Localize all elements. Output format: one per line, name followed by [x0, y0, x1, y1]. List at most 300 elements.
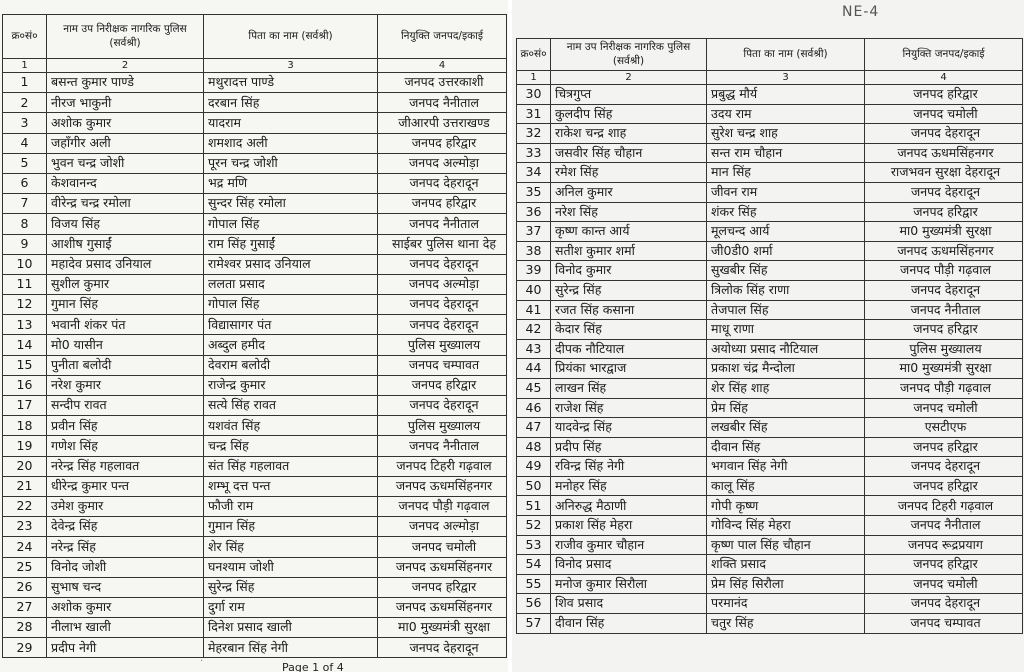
father-name-cell: दीवान सिंह	[707, 437, 865, 457]
posting-cell: जनपद देहरादून	[865, 124, 1023, 144]
father-name-cell: संत सिंह गहलावत	[204, 456, 378, 476]
sno-cell: 56	[517, 594, 551, 614]
col-header-sno: क्र०सं०	[517, 39, 551, 71]
table-row	[517, 594, 1023, 614]
right-page	[512, 0, 1024, 672]
sno-cell: 3	[3, 113, 47, 133]
father-name-cell: दुर्गा राम	[204, 597, 378, 617]
name-cell: कुलदीप सिंह	[551, 104, 707, 124]
table-row	[517, 398, 1023, 418]
posting-cell: जनपद ऊधमसिंहनगर	[865, 241, 1023, 261]
table-row	[517, 241, 1023, 261]
father-name-cell: शेर सिंह शाह	[707, 378, 865, 398]
sno-cell: 47	[517, 418, 551, 438]
sno-cell: 7	[3, 194, 47, 214]
table-row	[517, 496, 1023, 516]
father-name-cell: दिनेश प्रसाद खाली	[204, 618, 378, 638]
table-row	[517, 476, 1023, 496]
name-cell: राजीव कुमार चौहान	[551, 535, 707, 555]
name-cell: केदार सिंह	[551, 320, 707, 340]
sno-cell: 25	[3, 557, 47, 577]
table-row	[3, 194, 507, 214]
father-name-cell: गोपाल सिंह	[204, 295, 378, 315]
father-name-cell: घनश्याम जोशी	[204, 557, 378, 577]
father-name-cell: सुरेश चन्द्र शाह	[707, 124, 865, 144]
table-row	[517, 378, 1023, 398]
posting-cell: पुलिस मुख्यालय	[378, 416, 507, 436]
table-row	[517, 339, 1023, 359]
name-cell: सतीश कुमार शर्मा	[551, 241, 707, 261]
table-row	[517, 614, 1023, 634]
column-number-row	[3, 59, 507, 73]
sno-cell: 41	[517, 300, 551, 320]
name-cell: रजत सिंह कसाना	[551, 300, 707, 320]
posting-cell: जनपद देहरादून	[378, 396, 507, 416]
posting-cell: जनपद टिहरी गढ़वाल	[378, 456, 507, 476]
table-row	[3, 416, 507, 436]
sno-cell: 6	[3, 173, 47, 193]
sno-cell: 15	[3, 355, 47, 375]
name-cell: लाखन सिंह	[551, 378, 707, 398]
posting-cell: जनपद अल्मोड़ा	[378, 274, 507, 294]
posting-cell: जनपद टिहरी गढ़वाल	[865, 496, 1023, 516]
name-cell: बसन्त कुमार पाण्डे	[47, 73, 204, 93]
name-cell: नरेश सिंह	[551, 202, 707, 222]
posting-cell: जनपद उत्तरकाशी	[378, 73, 507, 93]
father-name-cell: शेर सिंह	[204, 537, 378, 557]
sno-cell: 38	[517, 241, 551, 261]
father-name-cell: भद्र मणि	[204, 173, 378, 193]
name-cell: अशोक कुमार	[47, 113, 204, 133]
sno-cell: 48	[517, 437, 551, 457]
col-header-name: नाम उप निरीक्षक नागरिक पुलिस (सर्वश्री)	[551, 39, 707, 71]
sno-cell: 11	[3, 274, 47, 294]
table-header-row	[517, 39, 1023, 71]
name-cell: सुभाष चन्द	[47, 577, 204, 597]
sno-cell: 1	[3, 73, 47, 93]
name-cell: वीरेन्द्र चन्द्र रमोला	[47, 194, 204, 214]
father-name-cell: रामेश्वर प्रसाद उनियाल	[204, 254, 378, 274]
col-header-name: नाम उप निरीक्षक नागरिक पुलिस (सर्वश्री)	[47, 15, 204, 59]
name-cell: दीपक नौटियाल	[551, 339, 707, 359]
posting-cell: जनपद ऊधमसिंहनगर	[865, 143, 1023, 163]
name-cell: उमेश कुमार	[47, 496, 204, 516]
table-row	[3, 73, 507, 93]
sno-cell: 20	[3, 456, 47, 476]
table-row	[3, 254, 507, 274]
posting-cell: जीआरपी उत्तराखण्ड	[378, 113, 507, 133]
father-name-cell: चन्द्र सिंह	[204, 436, 378, 456]
posting-cell: जनपद चमोली	[865, 104, 1023, 124]
name-cell: कृष्ण कान्त आर्य	[551, 222, 707, 242]
sno-cell: 39	[517, 261, 551, 281]
name-cell: नरेन्द्र सिंह गहलावत	[47, 456, 204, 476]
posting-cell: जनपद नैनीताल	[378, 436, 507, 456]
scan-smudge: ·	[200, 656, 204, 667]
table-row	[3, 396, 507, 416]
table-row	[517, 143, 1023, 163]
father-name-cell: प्रेम सिंह सिरौला	[707, 574, 865, 594]
table-row	[3, 557, 507, 577]
father-name-cell: उदय राम	[707, 104, 865, 124]
sno-cell: 27	[3, 597, 47, 617]
father-name-cell: त्रिलोक सिंह राणा	[707, 280, 865, 300]
posting-cell: जनपद हरिद्वार	[865, 202, 1023, 222]
name-cell: प्रियंका भारद्वाज	[551, 359, 707, 379]
father-name-cell: फौजी राम	[204, 496, 378, 516]
sno-cell: 46	[517, 398, 551, 418]
table-row	[517, 535, 1023, 555]
table-row	[517, 202, 1023, 222]
father-name-cell: सुरेन्द्र सिंह	[204, 577, 378, 597]
table-row	[517, 222, 1023, 242]
table-row	[3, 577, 507, 597]
name-cell: धीरेन्द्र कुमार पन्त	[47, 476, 204, 496]
table-row	[517, 516, 1023, 536]
table-row	[3, 597, 507, 617]
father-name-cell: सन्त राम चौहान	[707, 143, 865, 163]
table-header-row	[3, 15, 507, 59]
name-cell: राकेश चन्द्र शाह	[551, 124, 707, 144]
father-name-cell: मेहरबान सिंह नेगी	[204, 638, 378, 658]
posting-cell: जनपद देहरादून	[865, 457, 1023, 477]
name-cell: मनोहर सिंह	[551, 476, 707, 496]
sno-cell: 57	[517, 614, 551, 634]
father-name-cell: दरबान सिंह	[204, 93, 378, 113]
posting-cell: जनपद देहरादून	[378, 315, 507, 335]
father-name-cell: सत्ये सिंह रावत	[204, 396, 378, 416]
name-cell: शिव प्रसाद	[551, 594, 707, 614]
sno-cell: 16	[3, 375, 47, 395]
col-header-posting: नियुक्ति जनपद/इकाई	[865, 39, 1023, 71]
table-row	[517, 261, 1023, 281]
table-row	[3, 618, 507, 638]
posting-cell: जनपद पौड़ी गढ़वाल	[378, 496, 507, 516]
posting-cell: जनपद ऊधमसिंहनगर	[378, 557, 507, 577]
father-name-cell: राम सिंह गुसाईं	[204, 234, 378, 254]
column-number-row	[517, 71, 1023, 85]
posting-cell: जनपद देहरादून	[865, 280, 1023, 300]
table-row	[517, 437, 1023, 457]
posting-cell: जनपद पौड़ी गढ़वाल	[865, 261, 1023, 281]
sno-cell: 19	[3, 436, 47, 456]
father-name-cell: शंकर सिंह	[707, 202, 865, 222]
posting-cell: जनपद चम्पावत	[865, 614, 1023, 634]
posting-cell: जनपद हरिद्वार	[378, 133, 507, 153]
name-cell: यादवेन्द्र सिंह	[551, 418, 707, 438]
table-row	[3, 355, 507, 375]
posting-cell: जनपद हरिद्वार	[865, 476, 1023, 496]
sno-cell: 49	[517, 457, 551, 477]
name-cell: प्रवीन सिंह	[47, 416, 204, 436]
name-cell: मो0 यासीन	[47, 335, 204, 355]
father-name-cell: राजेन्द्र कुमार	[204, 375, 378, 395]
father-name-cell: जी0डी0 शर्मा	[707, 241, 865, 261]
col-number: 4	[378, 59, 507, 73]
name-cell: सुरेन्द्र सिंह	[551, 280, 707, 300]
sno-cell: 30	[517, 85, 551, 105]
sno-cell: 10	[3, 254, 47, 274]
posting-cell: जनपद देहरादून	[865, 182, 1023, 202]
col-number: 1	[517, 71, 551, 85]
table-row	[3, 173, 507, 193]
name-cell: दीवान सिंह	[551, 614, 707, 634]
sno-cell: 14	[3, 335, 47, 355]
father-name-cell: ललता प्रसाद	[204, 274, 378, 294]
posting-cell: जनपद हरिद्वार	[865, 555, 1023, 575]
table-row	[3, 476, 507, 496]
sno-cell: 26	[3, 577, 47, 597]
posting-cell: जनपद पौड़ी गढ़वाल	[865, 378, 1023, 398]
name-cell: गणेश सिंह	[47, 436, 204, 456]
name-cell: विनोद प्रसाद	[551, 555, 707, 575]
name-cell: प्रदीप नेगी	[47, 638, 204, 658]
name-cell: प्रदीप सिंह	[551, 437, 707, 457]
col-number: 2	[551, 71, 707, 85]
col-number: 1	[3, 59, 47, 73]
posting-cell: जनपद चमोली	[865, 574, 1023, 594]
posting-cell: जनपद अल्मोड़ा	[378, 517, 507, 537]
posting-cell: जनपद नैनीताल	[865, 516, 1023, 536]
table-row	[3, 456, 507, 476]
name-cell: देवेन्द्र सिंह	[47, 517, 204, 537]
table-row	[3, 295, 507, 315]
father-name-cell: यशवंत सिंह	[204, 416, 378, 436]
father-name-cell: मान सिंह	[707, 163, 865, 183]
table-row	[3, 113, 507, 133]
posting-cell: जनपद नैनीताल	[378, 214, 507, 234]
table-row	[3, 375, 507, 395]
father-name-cell: मथुरादत्त पाण्डे	[204, 73, 378, 93]
father-name-cell: गोविन्द सिंह मेहरा	[707, 516, 865, 536]
left-page	[0, 0, 508, 672]
table-row	[3, 93, 507, 113]
table-row	[3, 153, 507, 173]
table-row	[3, 274, 507, 294]
posting-cell: जनपद चम्पावत	[378, 355, 507, 375]
table-row	[517, 320, 1023, 340]
sno-cell: 18	[3, 416, 47, 436]
father-name-cell: गुमान सिंह	[204, 517, 378, 537]
sno-cell: 51	[517, 496, 551, 516]
col-number: 2	[47, 59, 204, 73]
sno-cell: 29	[3, 638, 47, 658]
table-row	[517, 104, 1023, 124]
father-name-cell: कृष्ण पाल सिंह चौहान	[707, 535, 865, 555]
posting-cell: जनपद चमोली	[378, 537, 507, 557]
table-row	[517, 163, 1023, 183]
name-cell: अनिल कुमार	[551, 182, 707, 202]
sno-cell: 37	[517, 222, 551, 242]
name-cell: केशवानन्द	[47, 173, 204, 193]
posting-cell: पुलिस मुख्यालय	[378, 335, 507, 355]
sno-cell: 54	[517, 555, 551, 575]
table-row	[3, 234, 507, 254]
table-row	[3, 496, 507, 516]
name-cell: विनोद कुमार	[551, 261, 707, 281]
table-row	[517, 280, 1023, 300]
sno-cell: 52	[517, 516, 551, 536]
name-cell: भुवन चन्द्र जोशी	[47, 153, 204, 173]
posting-cell: जनपद हरिद्वार	[378, 375, 507, 395]
posting-cell: जनपद देहरादून	[378, 173, 507, 193]
name-cell: नरेन्द्र सिंह	[47, 537, 204, 557]
posting-cell: राजभवन सुरक्षा देहरादून	[865, 163, 1023, 183]
table-row	[3, 315, 507, 335]
col-number: 3	[707, 71, 865, 85]
left-personnel-table	[2, 14, 507, 658]
sno-cell: 12	[3, 295, 47, 315]
posting-cell: मा0 मुख्यमंत्री सुरक्षा	[378, 618, 507, 638]
name-cell: राजेश सिंह	[551, 398, 707, 418]
name-cell: रमेश सिंह	[551, 163, 707, 183]
father-name-cell: लखबीर सिंह	[707, 418, 865, 438]
table-row	[517, 124, 1023, 144]
sno-cell: 28	[3, 618, 47, 638]
posting-cell: जनपद नैनीताल	[865, 300, 1023, 320]
table-row	[517, 457, 1023, 477]
posting-cell: जनपद ऊधमसिंहनगर	[378, 476, 507, 496]
father-name-cell: गोपी कृष्ण	[707, 496, 865, 516]
sno-cell: 13	[3, 315, 47, 335]
posting-cell: पुलिस मुख्यालय	[865, 339, 1023, 359]
father-name-cell: जीवन राम	[707, 182, 865, 202]
sno-cell: 35	[517, 182, 551, 202]
col-number: 3	[204, 59, 378, 73]
name-cell: नरेश कुमार	[47, 375, 204, 395]
col-header-sno: क्र०सं०	[3, 15, 47, 59]
table-row	[517, 359, 1023, 379]
father-name-cell: माधू राणा	[707, 320, 865, 340]
posting-cell: जनपद देहरादून	[865, 594, 1023, 614]
page-number: Page 1 of 4	[282, 661, 344, 672]
father-name-cell: अयोध्या प्रसाद नौटियाल	[707, 339, 865, 359]
posting-cell: जनपद हरिद्वार	[865, 85, 1023, 105]
sno-cell: 21	[3, 476, 47, 496]
name-cell: रविन्द्र सिंह नेगी	[551, 457, 707, 477]
name-cell: सन्दीप रावत	[47, 396, 204, 416]
father-name-cell: अब्दुल हमीद	[204, 335, 378, 355]
name-cell: अनिरुद्ध मैठाणी	[551, 496, 707, 516]
posting-cell: जनपद नैनीताल	[378, 93, 507, 113]
father-name-cell: देवराम बलोदी	[204, 355, 378, 375]
col-header-father: पिता का नाम (सर्वश्री)	[204, 15, 378, 59]
col-number: 4	[865, 71, 1023, 85]
father-name-cell: प्रेम सिंह	[707, 398, 865, 418]
father-name-cell: परमानंद	[707, 594, 865, 614]
father-name-cell: कालू सिंह	[707, 476, 865, 496]
name-cell: विजय सिंह	[47, 214, 204, 234]
posting-cell: जनपद देहरादून	[378, 295, 507, 315]
sno-cell: 50	[517, 476, 551, 496]
sno-cell: 43	[517, 339, 551, 359]
sno-cell: 5	[3, 153, 47, 173]
table-row	[3, 335, 507, 355]
table-row	[517, 85, 1023, 105]
table-row	[517, 182, 1023, 202]
name-cell: भवानी शंकर पंत	[47, 315, 204, 335]
table-row	[3, 517, 507, 537]
posting-cell: जनपद हरिद्वार	[865, 320, 1023, 340]
father-name-cell: तेजपाल सिंह	[707, 300, 865, 320]
top-margin-mark: NE-4	[842, 4, 880, 20]
name-cell: चित्रगुप्त	[551, 85, 707, 105]
table-row	[3, 214, 507, 234]
table-row	[3, 133, 507, 153]
name-cell: प्रकाश सिंह मेहरा	[551, 516, 707, 536]
posting-cell: जनपद देहरादून	[378, 638, 507, 658]
father-name-cell: सुन्दर सिंह रमोला	[204, 194, 378, 214]
father-name-cell: शम्भू दत्त पन्त	[204, 476, 378, 496]
father-name-cell: प्रबुद्ध मौर्य	[707, 85, 865, 105]
posting-cell: एसटीएफ	[865, 418, 1023, 438]
table-row	[3, 537, 507, 557]
father-name-cell: गोपाल सिंह	[204, 214, 378, 234]
table-row	[3, 638, 507, 658]
name-cell: नीरज भाकुनी	[47, 93, 204, 113]
posting-cell: जनपद अल्मोड़ा	[378, 153, 507, 173]
name-cell: विनोद जोशी	[47, 557, 204, 577]
name-cell: अशोक कुमार	[47, 597, 204, 617]
posting-cell: जनपद चमोली	[865, 398, 1023, 418]
name-cell: पुनीता बलोदी	[47, 355, 204, 375]
table-row	[3, 436, 507, 456]
sno-cell: 40	[517, 280, 551, 300]
sno-cell: 9	[3, 234, 47, 254]
posting-cell: मा0 मुख्यमंत्री सुरक्षा	[865, 359, 1023, 379]
posting-cell: जनपद देहरादून	[378, 254, 507, 274]
right-personnel-table	[516, 38, 1023, 634]
father-name-cell: भगवान सिंह नेगी	[707, 457, 865, 477]
posting-cell: जनपद हरिद्वार	[378, 577, 507, 597]
sno-cell: 24	[3, 537, 47, 557]
posting-cell: जनपद रूद्रप्रयाग	[865, 535, 1023, 555]
table-row	[517, 300, 1023, 320]
father-name-cell: चतुर सिंह	[707, 614, 865, 634]
name-cell: जहाँगीर अली	[47, 133, 204, 153]
col-header-posting: नियुक्ति जनपद/इकाई	[378, 15, 507, 59]
sno-cell: 44	[517, 359, 551, 379]
father-name-cell: सुखबीर सिंह	[707, 261, 865, 281]
sno-cell: 42	[517, 320, 551, 340]
posting-cell: जनपद हरिद्वार	[378, 194, 507, 214]
sno-cell: 53	[517, 535, 551, 555]
sno-cell: 23	[3, 517, 47, 537]
father-name-cell: मूलचन्द आर्य	[707, 222, 865, 242]
name-cell: गुमान सिंह	[47, 295, 204, 315]
sno-cell: 34	[517, 163, 551, 183]
sno-cell: 2	[3, 93, 47, 113]
name-cell: सुशील कुमार	[47, 274, 204, 294]
name-cell: जसवीर सिंह चौहान	[551, 143, 707, 163]
father-name-cell: शमशाद अली	[204, 133, 378, 153]
name-cell: मनोज कुमार सिरौला	[551, 574, 707, 594]
table-row	[517, 555, 1023, 575]
sno-cell: 33	[517, 143, 551, 163]
name-cell: आशीष गुसाईं	[47, 234, 204, 254]
sno-cell: 17	[3, 396, 47, 416]
posting-cell: मा0 मुख्यमंत्री सुरक्षा	[865, 222, 1023, 242]
sno-cell: 22	[3, 496, 47, 516]
posting-cell: साईबर पुलिस थाना देह	[378, 234, 507, 254]
sno-cell: 32	[517, 124, 551, 144]
sno-cell: 8	[3, 214, 47, 234]
col-header-father: पिता का नाम (सर्वश्री)	[707, 39, 865, 71]
table-row	[517, 418, 1023, 438]
posting-cell: जनपद हरिद्वार	[865, 437, 1023, 457]
sno-cell: 45	[517, 378, 551, 398]
father-name-cell: यादराम	[204, 113, 378, 133]
